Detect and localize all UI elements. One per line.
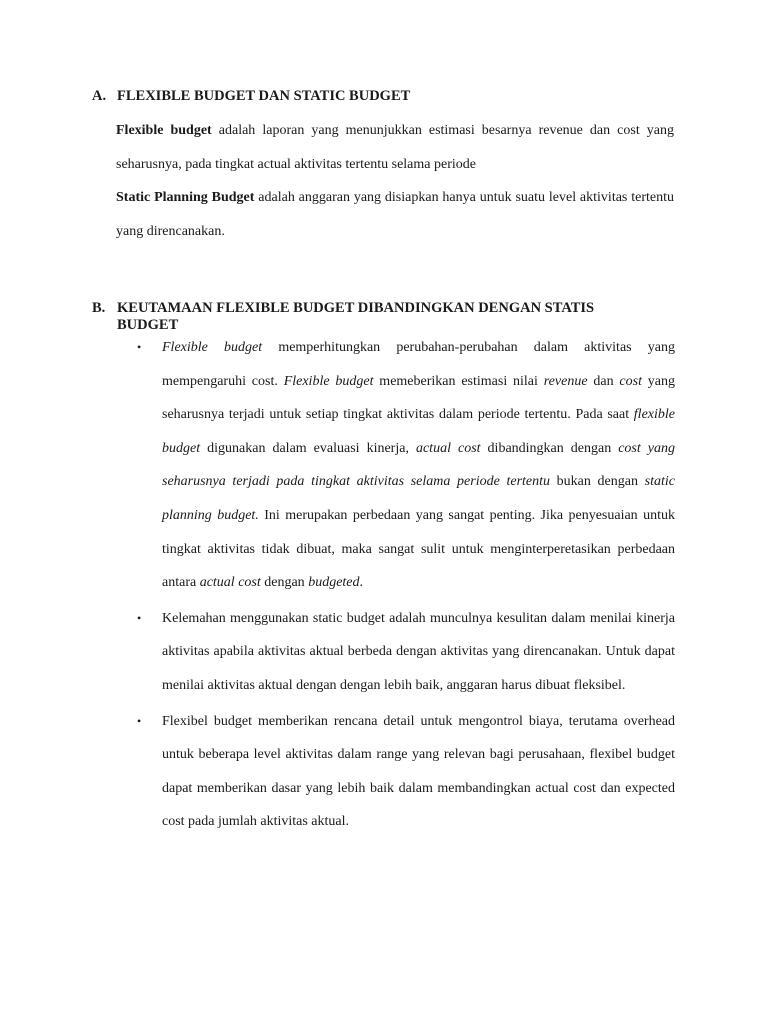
bullet1-seg: digunakan dalam evaluasi kinerja, bbox=[200, 440, 416, 456]
section-b-title-line2: BUDGET bbox=[117, 317, 179, 333]
flexible-budget-definition bbox=[116, 114, 674, 181]
bullet-list bbox=[130, 331, 675, 839]
bullet2-text: Kelemahan menggunakan static budget adalah munculnya kesulitan dalam menilai kinerja aktivitas apabila aktivitas aktual berbeda dengan aktivitas yang direncanakan. Untuk dapat menilai aktivitas aktual dengan dengan lebih baik, anggaran harus dibuat fleksibel. bbox=[162, 610, 675, 693]
bullet1-seg: yang seharusnya terjadi untuk setiap tingkat aktivitas dalam periode tertentu. Pada saat bbox=[162, 373, 676, 423]
static-budget-term: Static Planning Budget bbox=[116, 190, 255, 205]
bullet1-seg: static planning budget. bbox=[162, 474, 675, 523]
list-item bbox=[130, 705, 675, 839]
bullet1-seg: actual cost bbox=[199, 575, 261, 591]
bullet1-seg: revenue bbox=[543, 373, 588, 389]
list-item bbox=[130, 331, 675, 600]
section-b-title-line1: KEUTAMAAN FLEXIBLE BUDGET DIBANDINGKAN DENGAN STATIS bbox=[117, 300, 595, 316]
bullet-dot: • bbox=[137, 340, 142, 354]
section-b-letter: B. bbox=[92, 300, 106, 316]
bullet-dot: • bbox=[137, 713, 142, 728]
bullet-dot: • bbox=[137, 610, 142, 625]
bullet1-seg: dengan bbox=[260, 575, 309, 591]
static-budget-text: adalah anggaran yang disiapkan hanya untuk suatu level aktivitas tertentu yang direncanakan. bbox=[116, 190, 674, 239]
bullet1-seg: . bbox=[359, 575, 364, 591]
section-b-heading bbox=[92, 300, 594, 334]
section-a-title: FLEXIBLE BUDGET DAN STATIC BUDGET bbox=[117, 88, 411, 104]
bullet1-seg: budgeted bbox=[308, 575, 360, 591]
bullet1-seg: dan bbox=[587, 373, 620, 389]
section-b-title-block bbox=[117, 300, 594, 334]
bullet1-seg: bukan dengan bbox=[550, 474, 645, 490]
bullet1-seg: flexible budget bbox=[162, 407, 675, 456]
flexible-budget-text: adalah laporan yang menunjukkan estimasi besarnya revenue dan cost yang seharusnya, pada tingkat actual aktivitas tertentu selama periode bbox=[116, 123, 674, 172]
list-item bbox=[130, 602, 675, 703]
bullet1-seg: cost bbox=[619, 373, 642, 389]
bullet1-seg: Ini merupakan perbedaan yang sangat penting. Jika penyesuaian untuk tingkat aktivitas tidak dibuat, maka sangat sulit untuk menginterperetasikan perbedaan antara bbox=[162, 507, 675, 591]
bullet1-seg: memperhitungkan perubahan-perubahan dalam aktivitas yang mempengaruhi cost. bbox=[162, 340, 675, 389]
bullet3-text: Flexibel budget memberikan rencana detail untuk mengontrol biaya, terutama overhead untuk beberapa level aktivitas dalam range yang relevan bagi perusahaan, flexibel budget dapat memberikan dasar yang lebih baik dalam membandingkan actual cost dan expected cost pada jumlah aktivitas aktual. bbox=[162, 713, 675, 830]
section-a-letter: A. bbox=[92, 88, 107, 104]
bullet1-seg: dibandingkan dengan bbox=[480, 440, 619, 456]
static-budget-definition bbox=[116, 181, 674, 248]
flexible-budget-term: Flexible budget bbox=[116, 123, 212, 138]
bullet1-seg: memeberikan estimasi nilai bbox=[373, 373, 544, 389]
bullet1-seg: cost yang seharusnya terjadi pada tingkat aktivitas selama periode tertentu bbox=[162, 440, 676, 490]
bullet1-seg: Flexible budget bbox=[283, 373, 374, 389]
bullet1-seg: Flexible budget bbox=[162, 340, 263, 355]
section-a-heading bbox=[92, 88, 410, 105]
bullet1-seg: actual cost bbox=[415, 440, 481, 456]
